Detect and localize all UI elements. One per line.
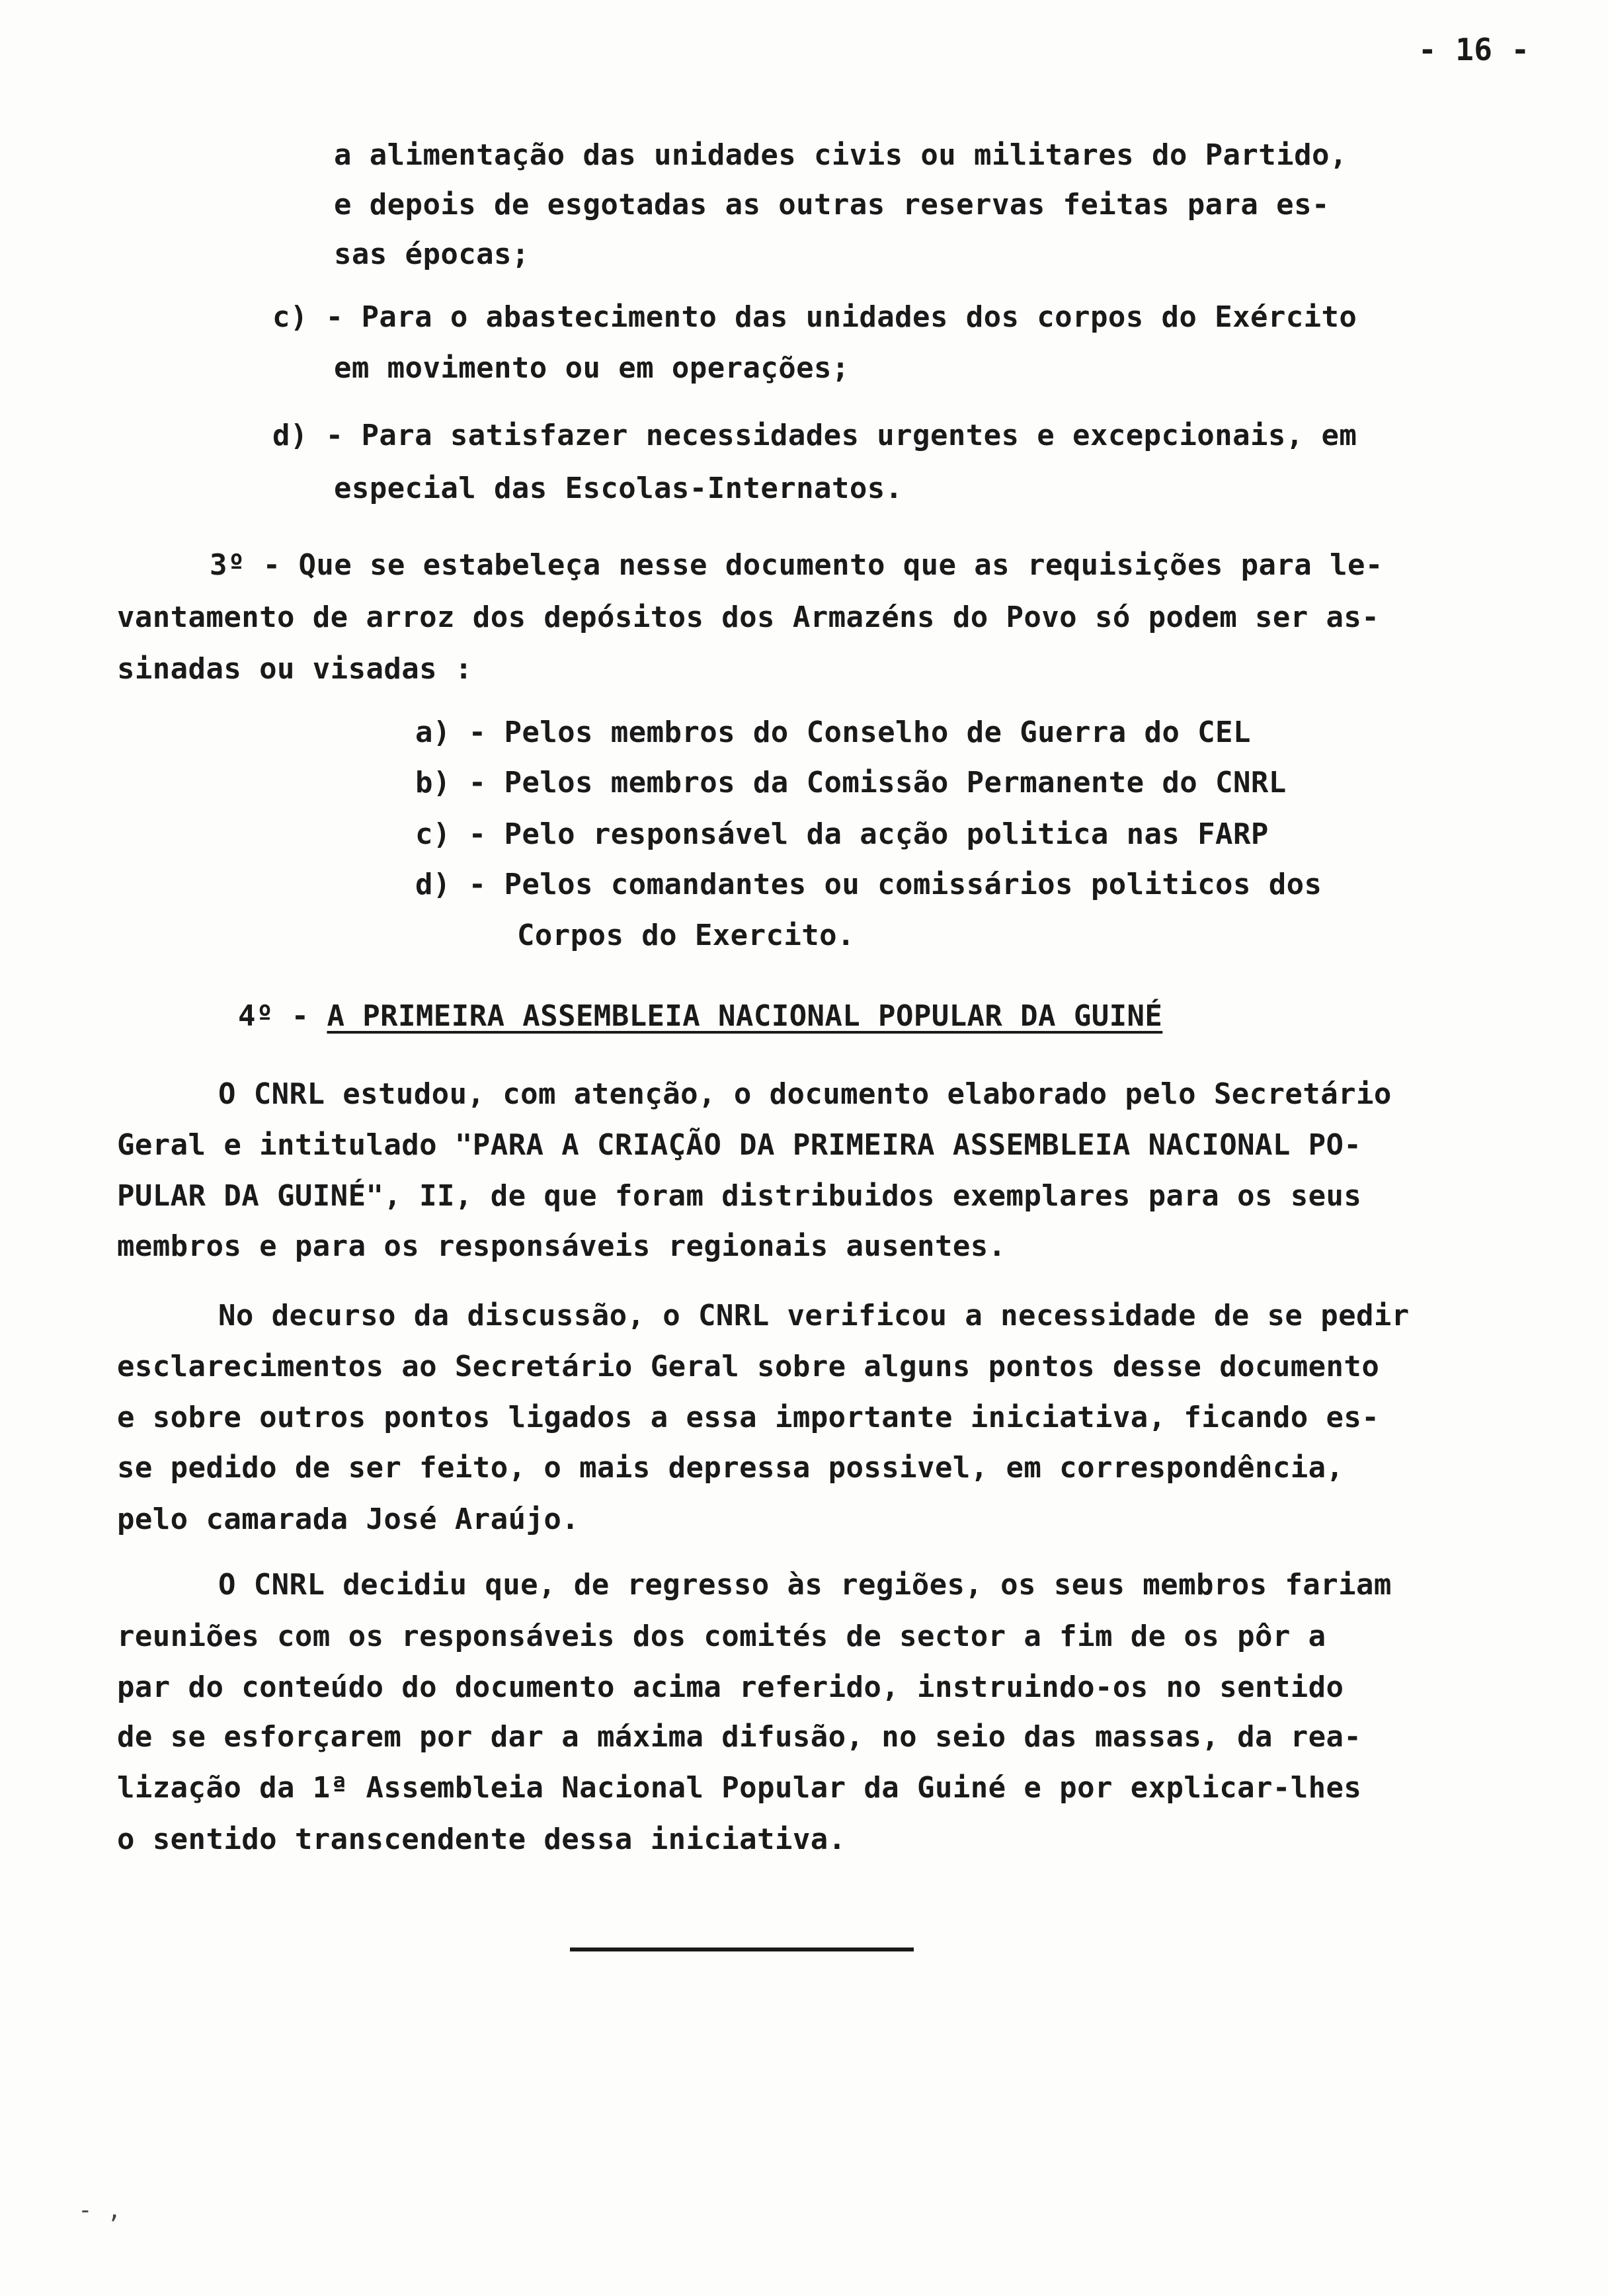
paragraph-line: se pedido de ser feito, o mais depressa possivel, em correspondência, — [117, 1451, 1344, 1485]
paragraph-line: O CNRL estudou, com atenção, o documento elaborado pelo Secretário — [218, 1077, 1392, 1111]
paragraph-line: pelo camarada José Araújo. — [117, 1502, 580, 1536]
list-item-c-continued: em movimento ou em operações; — [334, 351, 850, 385]
paragraph-line: lização da 1ª Assembleia Nacional Popular da Guiné e por explicar-lhes — [117, 1771, 1362, 1805]
paragraph-line: o sentido transcendente dessa iniciativa. — [117, 1823, 846, 1856]
paragraph-line: par do conteúdo do documento acima referido, instruindo-os no sentido — [117, 1670, 1344, 1704]
section4-title: A PRIMEIRA ASSEMBLEIA NACIONAL POPULAR DA GUINÉ — [327, 999, 1163, 1033]
section3-item-d-continued: Corpos do Exercito. — [517, 919, 855, 952]
section3-paragraph-line: 3º - Que se estabeleça nesse documento que as requisições para le- — [210, 548, 1383, 582]
section3-item-c: c) - Pelo responsável da acção politica nas FARP — [415, 817, 1269, 851]
section4-number: 4º - — [238, 999, 327, 1033]
list-item-c: c) - Para o abastecimento das unidades dos corpos do Exército — [272, 300, 1357, 334]
paragraph-line: Geral e intitulado "PARA A CRIAÇÃO DA PRIMEIRA ASSEMBLEIA NACIONAL PO- — [117, 1128, 1362, 1162]
list-item-d: d) - Para satisfazer necessidades urgentes e excepcionais, em — [272, 419, 1357, 452]
list-continuation-line: sas épocas; — [334, 237, 530, 271]
closing-rule — [570, 1948, 914, 1951]
paragraph-line: de se esforçarem por dar a máxima difusão, no seio das massas, da rea- — [117, 1720, 1362, 1754]
list-continuation-line: a alimentação das unidades civis ou militares do Partido, — [334, 138, 1347, 172]
page-number: - 16 - — [1418, 32, 1530, 67]
paragraph-line: PULAR DA GUINÉ", II, de que foram distribuidos exemplares para os seus — [117, 1179, 1362, 1213]
section3-paragraph-line: sinadas ou visadas : — [117, 652, 473, 686]
paragraph-line: reuniões com os responsáveis dos comités de sector a fim de os pôr a — [117, 1620, 1326, 1653]
paragraph-line: esclarecimentos ao Secretário Geral sobre alguns pontos desse documento — [117, 1350, 1380, 1383]
list-item-d-continued: especial das Escolas-Internatos. — [334, 472, 903, 505]
paragraph-line: membros e para os responsáveis regionais ausentes. — [117, 1229, 1006, 1263]
paragraph-line: O CNRL decidiu que, de regresso às regiões, os seus membros fariam — [218, 1568, 1392, 1602]
stray-mark: - , — [78, 2197, 122, 2224]
section3-item-b: b) - Pelos membros da Comissão Permanente do CNRL — [415, 766, 1287, 800]
section3-paragraph-line: vantamento de arroz dos depósitos dos Armazéns do Povo só podem ser as- — [117, 600, 1380, 634]
list-continuation-line: e depois de esgotadas as outras reservas feitas para es- — [334, 188, 1330, 222]
paragraph-line: No decurso da discussão, o CNRL verificou a necessidade de se pedir — [218, 1299, 1410, 1332]
paragraph-line: e sobre outros pontos ligados a essa importante iniciativa, ficando es- — [117, 1401, 1380, 1434]
section3-item-a: a) - Pelos membros do Conselho de Guerra do CEL — [415, 716, 1251, 749]
section4-heading — [238, 999, 1163, 1033]
section3-item-d: d) - Pelos comandantes ou comissários politicos dos — [415, 868, 1322, 901]
